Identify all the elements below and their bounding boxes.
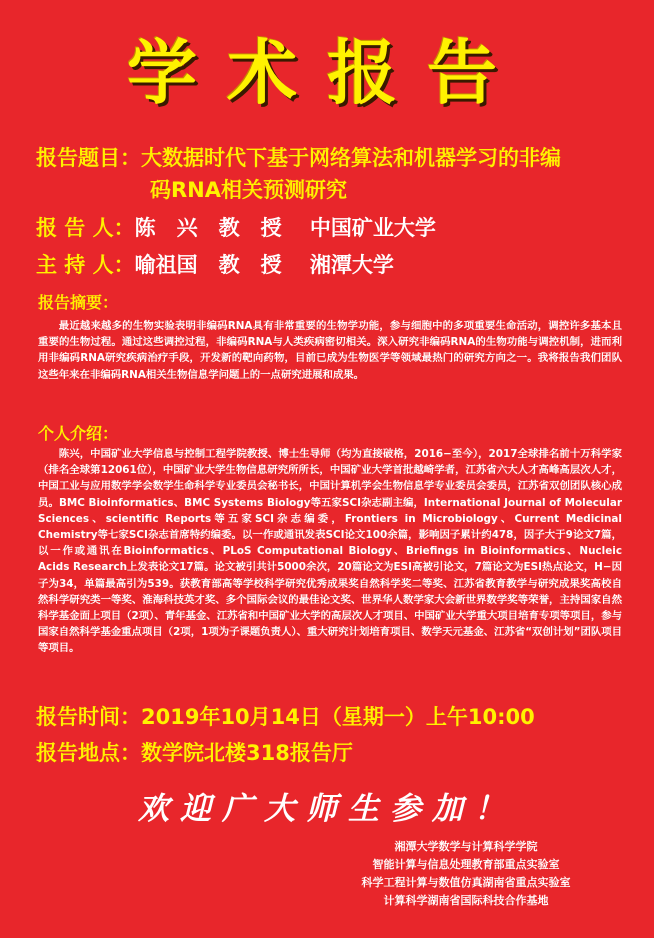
time-label: 报告时间： — [36, 705, 141, 729]
place-value: 数学院北楼318报告厅 — [141, 741, 353, 765]
topic-label: 报告题目： — [36, 146, 141, 170]
abstract-heading: 报告摘要： — [38, 293, 119, 312]
place-row — [36, 738, 353, 768]
bio-text: 陈兴，中国矿业大学信息与控制工程学院教授、博士生导师（均为直接破格，2016−至今），2017全球排名前十万科学家（排名全球第12061位），中国矿业大学生物信息研究所所长，中国矿业大学首批越崎学者，江苏省六大人才高峰高层次人才，中国工业与应用数学学会数学生命科学专业委员会秘书长，中国计算机学会生物信息学专业委员会委员，江苏省双创团队核心成员。BMC Bioinformatics、BMC Systems Biology等五家SCI杂志副主编，International Journal of Molecular Sciences、scientific Reports等五家SCI杂志编委，Frontiers in Microbiology、Current Medicinal Chemistry等七家SCI杂志首席特约编委。以一作或通讯发表SCI论文100余篇，影响因子累计约478，因子大于9论文7篇，以一作或通讯在Bioinformatics、PLoS Computational Biology、Briefings in Bioinformatics、Nucleic Acids Research上发表论文17篇。论文被引共计5000余次，20篇论文为ESI高被引论文，7篇论文为ESI热点论文，H−因子为34，单篇最高引为539。获教育部高等学校科学研究优秀成果奖自然科学奖二等奖、江苏省教育教学与研究成果奖高校自然科学研究类一等奖、淮海科技英才奖、多个国际会议的最佳论文奖、世界华人数学家大会新世界数学奖等荣誉，主持国家自然科学基金面上项目（2项）、青年基金、江苏省和中国矿业大学的高层次人才项目、中国矿业大学重大项目培育专项等项目，参与国家自然科学基金重点项目（2项，1项为子课题负责人）、重大研究计划培育项目、数学天元基金、江苏省“双创计划”团队项目等项目。 — [38, 448, 623, 655]
host-label: 主 持 人： — [36, 253, 135, 277]
time-row — [36, 702, 535, 732]
organizer-line: 湘潭大学数学与计算科学学院 — [394, 840, 538, 853]
speaker-row — [36, 213, 436, 243]
bio-heading: 个人介绍： — [38, 424, 119, 443]
topic-line1 — [36, 143, 561, 173]
speaker-value: 陈 兴 教 授 中国矿业大学 — [134, 216, 436, 240]
topic-text-1: 大数据时代下基于网络算法和机器学习的非编 — [141, 146, 561, 170]
topic-line2 — [150, 175, 347, 205]
host-value: 喻祖国 教 授 湘潭大学 — [134, 253, 394, 277]
time-value: 2019年10月14日（星期一）上午10:00 — [141, 705, 535, 729]
organizer-line: 计算科学湖南省国际科技合作基地 — [383, 894, 549, 907]
poster-title: 学术报告 — [127, 31, 527, 114]
place-label: 报告地点： — [36, 741, 141, 765]
organizer-line: 科学工程计算与数值仿真湖南省重点实验室 — [361, 876, 571, 889]
welcome-text: 欢迎广大师生参加！ — [138, 791, 516, 827]
organizer-line: 智能计算与信息处理教育部重点实验室 — [372, 858, 560, 871]
topic-text-2: 码RNA相关预测研究 — [150, 178, 347, 202]
organizers — [306, 838, 626, 910]
speaker-label: 报 告 人： — [36, 216, 135, 240]
abstract-text: 最近越来越多的生物实验表明非编码RNA具有非常重要的生物学功能，参与细胞中的多项重要生命活动，调控许多基本且重要的生物过程。通过这些调控过程，非编码RNA与人类疾病密切相关。深入研究非编码RNA的生物功能与调控机制，进而利用非编码RNA研究疾病治疗手段，开发新的靶向药物，目前已成为生物医学等领域最热门的研究方向之一。我将报告我们团队这些年来在非编码RNA相关生物信息学问题上的一点研究进展和成果。 — [38, 320, 622, 381]
host-row — [36, 250, 394, 280]
